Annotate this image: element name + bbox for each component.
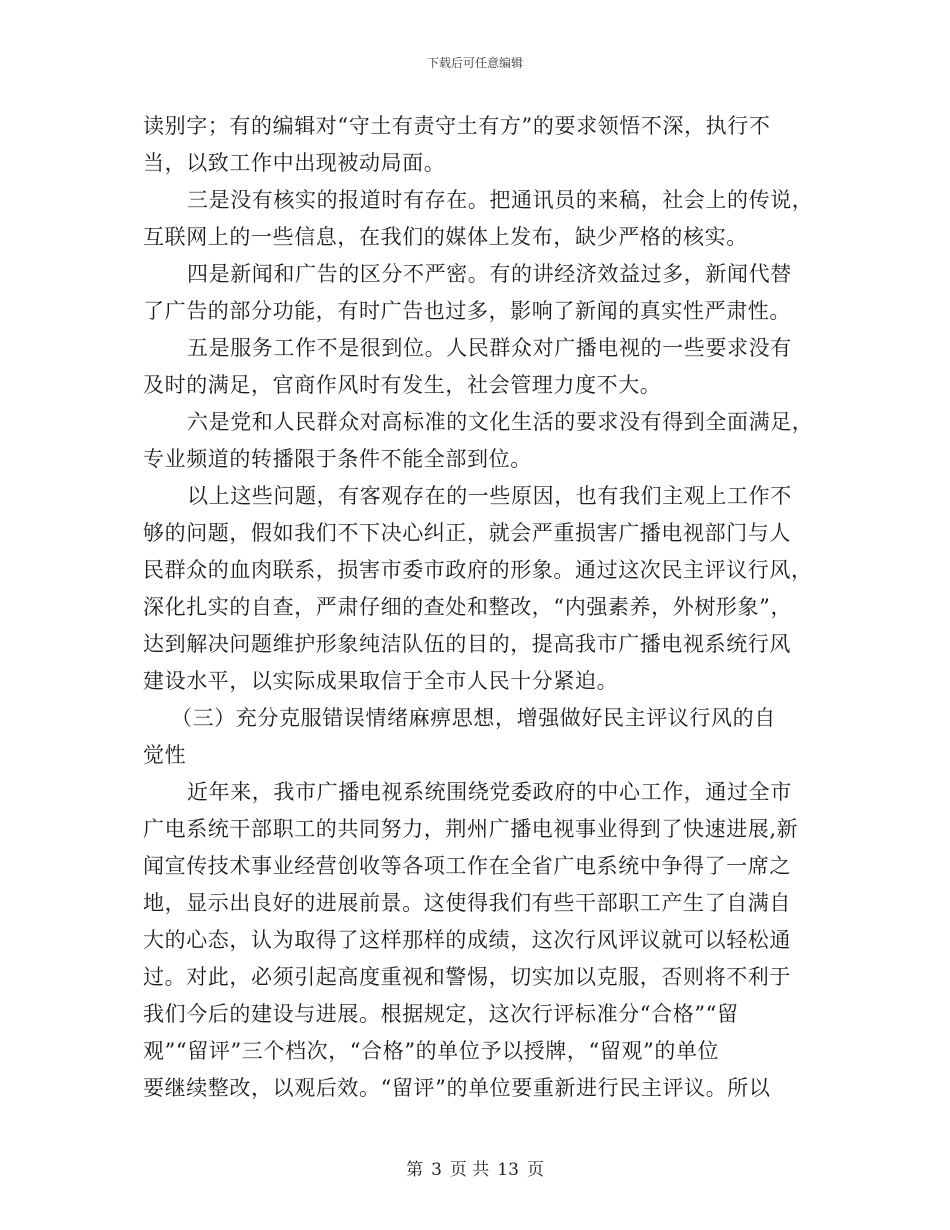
text-line: 专业频道的转播限于条件不能全部到位。 [143,447,532,471]
text-line: 读别字；有的编辑对“守土有责守土有方”的要求领悟不深，执行不 [143,114,771,138]
footer-page-number: 3 [431,1160,442,1180]
text-line: 四是新闻和广告的区分不严密。有的讲经济效益过多，新闻代替 [187,262,792,286]
text-line: 要继续整改，以观后效。“留评”的单位要重新进行民主评议。所以 [143,1076,771,1100]
text-line: 过。对此，必须引起高度重视和警惕，切实加以克服，否则将不利于 [143,965,791,989]
text-line: 我们今后的建设与进展。根据规定，这次行评标准分“合格”“留 [143,1002,739,1026]
text-line: 互联网上的一些信息，在我们的媒体上发布，缺少严格的核实。 [143,225,748,249]
text-line: 观”“留评”三个档次，“合格”的单位予以授牌，“留观”的单位 [143,1039,720,1063]
text-line: 三是没有核实的报道时有存在。把通讯员的来稿，社会上的传说， [187,188,814,212]
text-line: 以上这些问题，有客观存在的一些原因，也有我们主观上工作不 [187,484,792,508]
footer-suffix: 页 [526,1160,544,1180]
text-line: 够的问题，假如我们不下决心纠正，就会严重损害广播电视部门与人 [143,521,791,545]
text-line: 近年来，我市广播电视系统围绕党委政府的中心工作，通过全市 [187,780,792,804]
page-footer [0,1155,950,1180]
document-body [143,108,814,1107]
text-line: 闻宣传技术事业经营创收等各项工作在全省广电系统中争得了一席之 [143,854,791,878]
text-line: 建设水平，以实际成果取信于全市人民十分紧迫。 [143,669,619,693]
text-line: 六是党和人民群众对高标准的文化生活的要求没有得到全面满足， [187,410,814,434]
footer-total-pages: 13 [497,1160,519,1180]
text-line: 觉性 [143,743,187,767]
text-line: 民群众的血肉联系，损害市委市政府的形象。通过这次民主评议行风， [143,558,813,582]
text-line: 达到解决问题维护形象纯洁队伍的目的，提高我市广播电视系统行风 [143,632,791,656]
text-line: 当，以致工作中出现被动局面。 [143,151,446,175]
footer-middle: 页 共 [449,1160,490,1180]
text-line: 五是服务工作不是很到位。人民群众对广播电视的一些要求没有 [187,336,792,360]
text-line: 深化扎实的自查，严肃仔细的查处和整改，“内强素养，外树形象”， [143,595,793,619]
text-line: 广电系统干部职工的共同努力，荆州广播电视事业得到了快速进展,新 [143,817,799,841]
page-header: 下载后可任意编辑 [426,56,523,70]
text-line: 地，显示出良好的进展前景。这使得我们有些干部职工产生了自满自 [143,891,791,915]
text-line: 了广告的部分功能，有时广告也过多，影响了新闻的真实性严肃性。 [143,299,791,323]
text-line: 大的心态，认为取得了这样那样的成绩，这次行风评议就可以轻松通 [143,928,791,952]
text-line: （三）充分克服错误情绪麻痹思想，增强做好民主评议行风的自 [171,706,776,730]
text-line: 及时的满足，官商作风时有发生，社会管理力度不大。 [143,373,662,397]
footer-prefix: 第 [406,1160,424,1180]
